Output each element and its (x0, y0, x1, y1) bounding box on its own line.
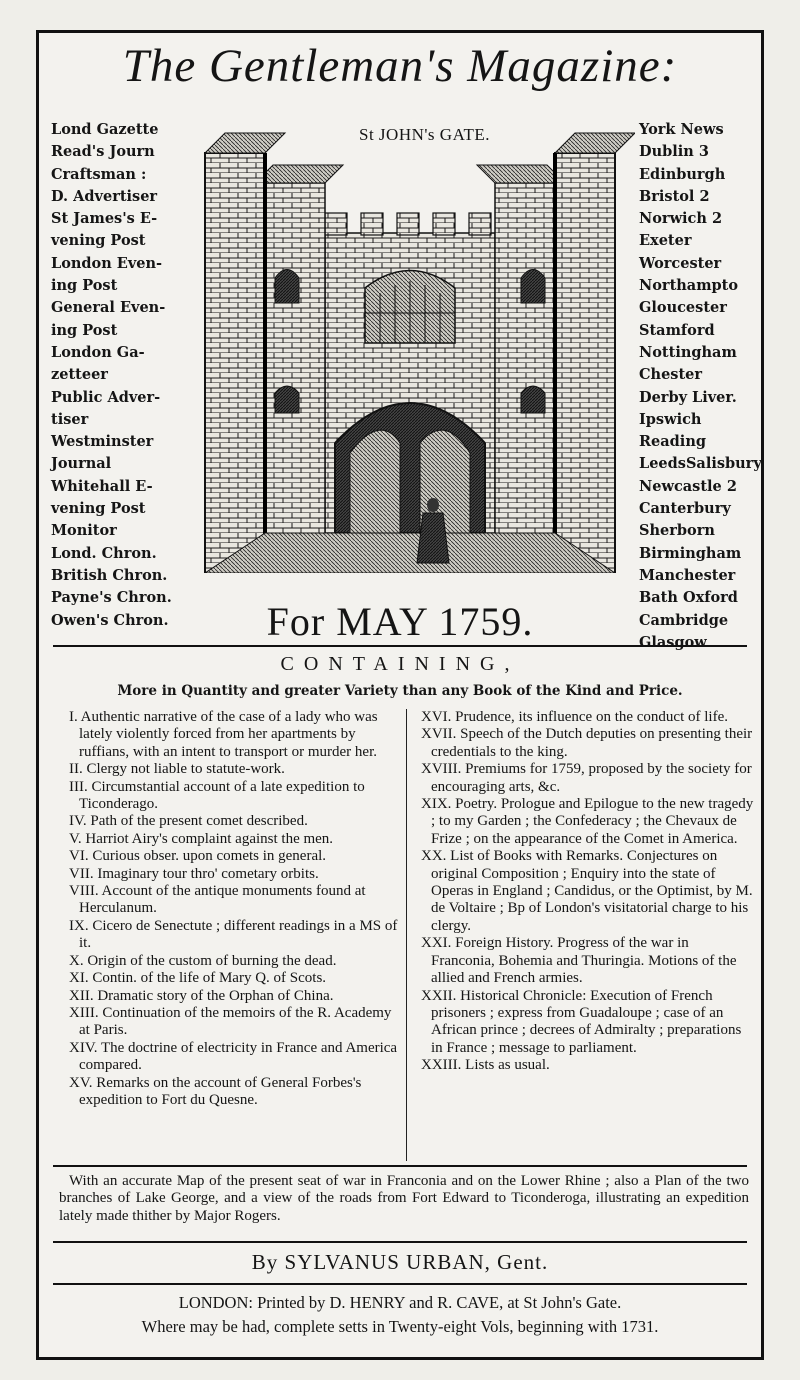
contents-item: II. Clergy not liable to statute-work. (69, 761, 285, 778)
newspaper-name: Whitehall E- (51, 477, 153, 495)
newspaper-name: vening Post (51, 500, 146, 518)
rule-imprint (53, 1283, 747, 1285)
contents-item: XIX. Poetry. Prologue and Epilogue to the new tragedy ; to my Garden ; the Confederacy ; the Chevaux de Frize ; on the appearance of the Comet in America. (421, 796, 754, 847)
contents-item: IX. Cicero de Senectute ; different readings in a MS of it. (69, 917, 398, 952)
left-newspaper-list (51, 119, 179, 632)
newspaper-name: Stamford (639, 321, 715, 339)
newspaper-name: Nottingham (639, 343, 737, 361)
tagline: More in Quantity and greater Variety than any Book of the Kind and Price. (117, 683, 683, 699)
newspaper-name: Chester (639, 366, 703, 384)
contents-item: X. Origin of the custom of burning the dead. (69, 952, 337, 969)
containing-heading: CONTAINING, (280, 653, 520, 675)
rule-top (53, 645, 747, 647)
contents-right-column (411, 709, 755, 1075)
imprint-line-1: LONDON: Printed by D. HENRY and R. CAVE, at St John's Gate. (178, 1293, 622, 1312)
contents-item: XI. Contin. of the life of Mary Q. of Scots. (69, 970, 327, 987)
newspaper-name: Newcastle 2 (639, 477, 737, 495)
newspaper-name: Craftsman : (51, 165, 147, 183)
issue-date: For MAY 1759. (266, 599, 534, 644)
masthead-title: The Gentleman's Magazine: (122, 40, 678, 92)
newspaper-name: Gloucester (639, 299, 727, 317)
newspaper-name: London Even- (51, 254, 163, 272)
newspaper-name: Derby Liver. (639, 388, 737, 406)
newspaper-name: Westminster (51, 433, 154, 451)
contents-item: XVII. Speech of the Dutch deputies on presenting their credentials to the king. (421, 726, 753, 760)
newspaper-name: ing Post (51, 321, 118, 339)
magazine-cover (36, 30, 764, 1360)
newspaper-name: Edinburgh (639, 165, 726, 183)
newspaper-name: Dublin 3 (639, 143, 709, 161)
newspaper-name: vening Post (51, 232, 146, 250)
contents-item: XIII. Continuation of the memoirs of the R. Academy at Paris. (69, 1004, 392, 1039)
contents-item: XVIII. Premiums for 1759, proposed by the society for encouraging arts, &c. (421, 761, 752, 795)
rule-byline (53, 1241, 747, 1243)
newspaper-name: Exeter (639, 232, 692, 250)
newspaper-name: London Ga- (51, 343, 145, 361)
contents-item: V. Harriot Airy's complaint against the men. (69, 830, 334, 847)
newspaper-name: Read's Journ (51, 143, 155, 161)
newspaper-name: Public Adver- (51, 388, 161, 406)
newspaper-name: Northampto (639, 277, 739, 295)
right-newspaper-list (639, 119, 763, 654)
imprint-line-2: Where may be had, complete setts in Twenty-eight Vols, beginning with 1731. (141, 1317, 659, 1336)
newspaper-name: tiser (51, 410, 89, 428)
contents-item: XIV. The doctrine of electricity in France and America compared. (69, 1039, 398, 1074)
newspaper-name: Birmingham (639, 544, 742, 562)
newspaper-name: Glasgow (639, 633, 707, 651)
newspaper-name: Manchester (639, 566, 736, 584)
newspaper-name: Norwich 2 (639, 210, 723, 228)
map-note: With an accurate Map of the present seat of war in Franconia and on the Lower Rhine ; also a Plan of the two branches of Lake George, and a view of the roads from Fort Edward to Ticonderoga, illustrating an expedition lately made thither by Major Rogers. (59, 1173, 749, 1224)
newspaper-name: Lond. Chron. (51, 544, 157, 562)
newspaper-name: Bristol 2 (639, 187, 710, 205)
contents-left-column (59, 709, 403, 1109)
newspaper-name: Owen's Chron. (51, 611, 169, 629)
newspaper-name: St James's E- (51, 210, 158, 228)
newspaper-name: LeedsSalisbury (639, 455, 762, 473)
gate-label: St JOHN's GATE. (359, 125, 490, 144)
newspaper-name: Lond Gazette (51, 121, 159, 138)
contents-item: VII. Imaginary tour thro' cometary orbits. (69, 865, 319, 882)
newspaper-name: Journal (51, 455, 112, 473)
column-divider (406, 709, 407, 1161)
contents-item: XXIII. Lists as usual. (421, 1057, 550, 1074)
newspaper-name: General Even- (51, 299, 166, 317)
newspaper-name: York News (639, 121, 724, 138)
newspaper-name: Monitor (51, 522, 117, 540)
newspaper-name: ing Post (51, 277, 118, 295)
newspaper-name: Payne's Chron. (51, 589, 172, 607)
newspaper-name: zetteer (51, 366, 108, 384)
newspaper-name: Cambridge (639, 611, 729, 629)
newspaper-name: Ipswich (639, 410, 702, 428)
contents-item: VI. Curious obser. upon comets in general. (69, 848, 327, 865)
contents-item: XX. List of Books with Remarks. Conjectures on original Composition ; Enquiry into the state of Operas in England ; Candidus, or the Optimist, by M. de Voltaire ; Bp of London's visitatorial charge to his clergy. (421, 848, 753, 934)
contents-item: I. Authentic narrative of the case of a lady who was lately violently forced from her apartments by ruffians, with an intent to transport or murder her. (69, 709, 378, 760)
imprint (39, 1291, 761, 1339)
contents-item: VIII. Account of the antique monuments found at Herculanum. (69, 883, 366, 917)
st-johns-gate-engraving (175, 113, 635, 573)
byline: By SYLVANUS URBAN, Gent. (251, 1250, 549, 1274)
rule-map (53, 1165, 747, 1167)
newspaper-name: D. Advertiser (51, 187, 158, 205)
contents-item: XXI. Foreign History. Progress of the war in Franconia, Bohemia and Thuringia. Motions of the allied and French armies. (421, 935, 737, 987)
contents-item: XII. Dramatic story of the Orphan of China. (69, 987, 334, 1004)
newspaper-name: Canterbury (639, 500, 731, 518)
newspaper-name: Bath Oxford (639, 589, 738, 607)
contents-item: XVI. Prudence, its influence on the conduct of life. (421, 709, 728, 725)
newspaper-name: Worcester (639, 254, 722, 272)
newspaper-name: Reading (639, 433, 706, 451)
newspaper-name: British Chron. (51, 566, 168, 584)
contents-item: XXII. Historical Chronicle: Execution of French prisoners ; express from Guadaloupe ; case of an African prince ; decrees of Admiralty ; preparations in France ; message to parliament. (421, 987, 742, 1056)
newspaper-name: Sherborn (639, 522, 715, 540)
contents-item: IV. Path of the present comet described. (69, 813, 308, 830)
contents-item: III. Circumstantial account of a late expedition to Ticonderago. (69, 778, 365, 813)
contents-item: XV. Remarks on the account of General Forbes's expedition to Fort du Quesne. (69, 1074, 362, 1108)
